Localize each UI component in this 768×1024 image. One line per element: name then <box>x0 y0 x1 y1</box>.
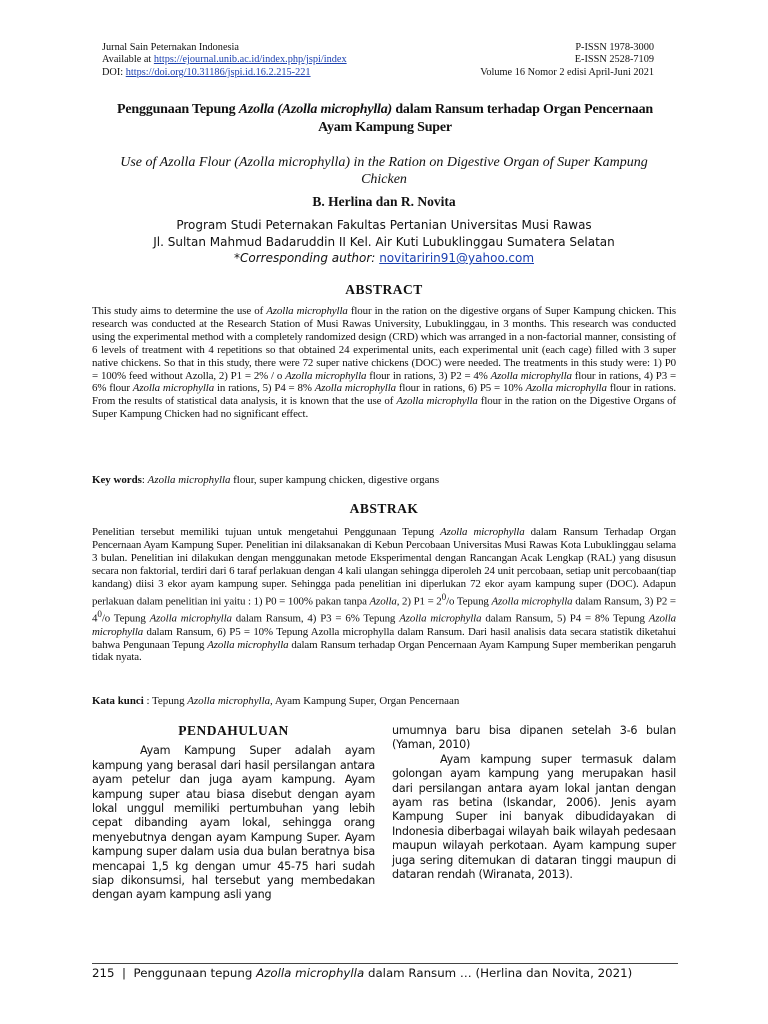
journal-header <box>102 42 654 79</box>
right-paragraph-2: Ayam kampung super termasuk dalam golongan ayam kampung yang merupakan hasil dari persilangan antara ayam lokal jantan dengan ayam ras betina (Iskandar, 2006). Jenis ayam Kampung Super ini banyak dibudidayakan di Indonesia diberbagai wilayah baik wilayah pedesaan maupun wilayah perkotaan. Ayam kampung super juga sering ditemukan di dataran tinggi maupun di dataran rendah (Wiranata, 2013). <box>392 752 676 882</box>
abstrak-body: Penelitian tersebut memiliki tujuan untuk mengetahui Penggunaan Tepung Azolla microphylla dalam Ransum Terhadap Organ Pencernaan Ayam Kampung Super. Penelitian ini dilaksanakan di Kebun Percobaan Universitas Musi Rawas Kota Lubuklinggau selama 3 bulan. Penelitian ini dilakukan dengan menggunakan metode Eksperimental dengan Rancangan Acak Lengkap (RAL) yang disusun secara non faktorial, terdiri dari 6 taraf perlakuan dengan 4 kali ulangan sehingga diperoleh 24 unit percobaan, setiap unit percobaan(tiap kandang) diisi 3 ekor ayam kampung super. Sehingga pada penelitian ini diperlukan 72 ekor ayam kampung super (DOC). Adapun perlakuan dalam penelitian ini yaitu : 1) P0 = 100% pakan tanpa Azolla, 2) $P1 = 2^0/o$ Tepung Azolla microphylla dalam Ransum, 3) $P2 = 4^0/o$ Tepung Azolla microphylla dalam Ransum, 4) P3 = 6% Tepung Azolla microphylla dalam Ransum, 5) P4 = 8% Tepung Azolla microphylla dalam Ransum, 6) P5 = 10% Tepung Azolla microphylla dalam Ransum. Dari hasil analisis data secara statistik diketahui bahwa Pengunaan Tepung Azolla microphylla dalam Ransum terhadap Organ Pencernaan Ayam Kampung Super memberikan pengaruh tidak nyata. <box>92 526 677 664</box>
abstrak-heading: ABSTRAK <box>349 501 419 516</box>
journal-url-link[interactable]: https://ejournal.unib.ac.id/index.php/jspi/index <box>153 54 347 66</box>
affiliation: Program Studi Peternakan Fakultas Pertanian Universitas Musi Rawas Jl. Sultan Mahmud Badaruddin II Kel. Air Kuti Lubuklinggau Sumatera Selatan *Corresponding author: novitaririn91@yahoo.com <box>153 218 615 265</box>
left-column <box>92 724 375 903</box>
abstract-body: This study aims to determine the use of Azolla microphylla flour in the ration on the digestive organs of Super Kampung chicken. This research was conducted at the Research Station of Musi Rawas University, Lubuklinggau, in 3 months. This research was conducted using the experimental method with a completely randomized design (CRD) which was arranged in a non-factorial manner, consisting of 6 levels of treatment with 4 repetitions so that obtained 24 experimental units, each experimental unit (each cage) filled with 3 super native chickens. So that in this study, there were 72 super native chickens (DOC) were needed. The treatments in this study were: 1) P0 = 100% feed without Azolla, 2) P1 = 2% / o Azolla microphylla flour in rations, 3) P2 = 4% Azolla microphylla flour in rations, 4) P3 = 6% flour Azolla microphylla in rations, 5) P4 = 8% Azolla microphylla flour in rations, 6) P5 = 10% Azolla microphylla flour in rations. From the results of statistical data analysis, it is known that the use of Azolla microphylla flour in the ration on the Digestive Organs of Super Kampung Chicken had no significant effect. <box>92 305 677 421</box>
right-paragraph-1: umumnya baru bisa dipanen setelah 3-6 bulan (Yaman, 2010) <box>392 724 676 752</box>
paper-subtitle: Use of Azolla Flour (Azolla microphylla) in the Ration on Digestive Organ of Super Kampung Chicken <box>120 155 648 187</box>
pissn: P-ISSN 1978-3000 <box>575 42 654 53</box>
email-link[interactable]: novitaririn91@yahoo.com <box>379 251 535 265</box>
keywords: Key words: Azolla microphylla flour, super kampung chicken, digestive organs <box>92 474 440 486</box>
right-column <box>392 724 676 882</box>
abstract-heading: ABSTRACT <box>345 282 423 297</box>
authors: B. Herlina dan R. Novita <box>312 194 456 209</box>
journal-name: Jurnal Sain Peternakan Indonesia <box>102 42 239 53</box>
page-number: 215 <box>92 966 115 980</box>
footer-rule <box>92 963 678 964</box>
available-at: Available at https://ejournal.unib.ac.id/index.php/jspi/index <box>102 54 347 66</box>
paper-title: Penggunaan Tepung Azolla (Azolla microphylla) dalam Ransum terhadap Organ Pencernaan Ayam Kampung Super <box>117 102 653 135</box>
eissn: E-ISSN 2528-7109 <box>574 54 654 66</box>
left-paragraph: Ayam Kampung Super adalah ayam kampung yang berasal dari hasil persilangan antara ayam petelur dan juga ayam kampung. Ayam kampung super atau biasa disebut dengan ayam lokal unggul memiliki pertumbuhan yang lebih cepat dibanding ayam lokal, sehingga orang menyebutnya dengan ayam Kampung Super. Ayam kampung super dalam usia dua bulan beratnya bisa mencapai 1,5 kg dengan umur 45-75 hari sudah siap dikonsumsi, hal tersebut yang membedakan dengan ayam kampung asli yang <box>92 744 375 902</box>
doi: DOI: https://doi.org/10.31186/jspi.id.16.2.215-221 <box>102 66 311 78</box>
kata-kunci: Kata kunci : Tepung Azolla microphylla, Ayam Kampung Super, Organ Pencernaan <box>92 695 460 707</box>
volume-info: Volume 16 Nomor 2 edisi April-Juni 2021 <box>480 66 654 78</box>
page-footer: 215 | Penggunaan tepung Azolla microphylla dalam Ransum … (Herlina dan Novita, 2021) <box>92 966 633 980</box>
doi-link[interactable]: https://doi.org/10.31186/jspi.id.16.2.215-221 <box>125 66 311 78</box>
pendahuluan-heading: PENDAHULUAN <box>178 723 289 738</box>
